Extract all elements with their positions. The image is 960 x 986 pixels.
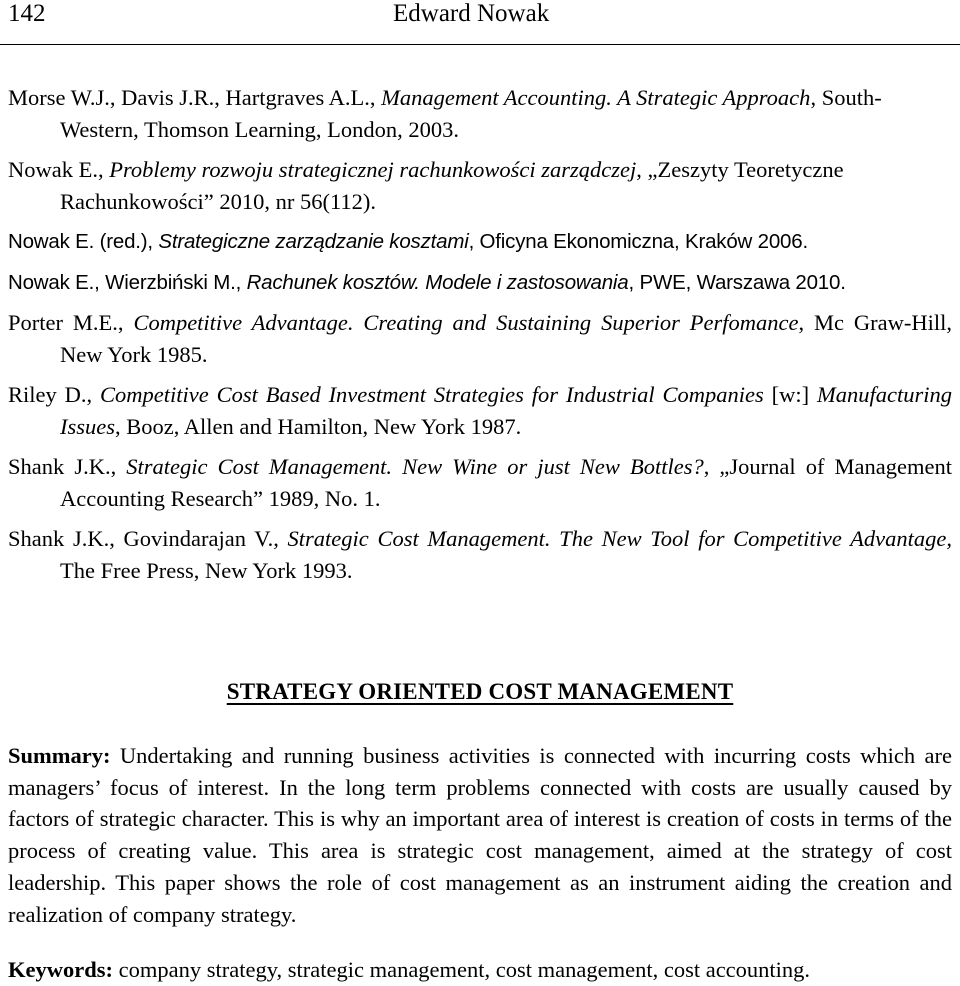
reference-item: Nowak E. (red.), Strategiczne zarządzanie kosztami, Oficyna Ekonomiczna, Kraków 2006. xyxy=(8,230,808,253)
page-number: 142 xyxy=(8,0,46,27)
reference-item: Riley D., Competitive Cost Based Investment Strategies for Industrial Companies [w:] Manufacturing Issues, Booz, Allen and Hamilton, New York 1987. xyxy=(8,382,952,439)
reference-item: Nowak E., Wierzbiński M., Rachunek kosztów. Modele i zastosowania, PWE, Warszawa 2010. xyxy=(8,270,846,294)
reference-item: Morse W.J., Davis J.R., Hartgraves A.L., Management Accounting. A Strategic Approach, South-Western, Thomson Learning, London, 2003. xyxy=(8,85,882,142)
references-list xyxy=(8,82,952,595)
summary-text: Undertaking and running business activities is connected with incurring costs which are managers’ focus of interest. In the long term problems connected with costs are usually caused by factors of strategic character. This is why an important area of interest is creation of costs in terms of the process of creating value. This area is strategic cost management, aimed at the strategy of cost leadership. This paper shows the role of cost management as an instrument aiding the creation and realization of company strategy. xyxy=(8,743,952,927)
page-header xyxy=(0,0,960,45)
abstract-summary xyxy=(8,740,952,930)
reference-item: Nowak E., Problemy rozwoju strategicznej rachunkowości zarządczej, „Zeszyty Teoretyczne Rachunkowości” 2010, nr 56(112). xyxy=(8,157,844,214)
reference-item: Porter M.E., Competitive Advantage. Creating and Sustaining Superior Perfomance, Mc Graw-Hill, New York 1985. xyxy=(8,310,952,367)
keywords-label: Keywords: xyxy=(8,957,113,982)
reference-item: Shank J.K., Strategic Cost Management. New Wine or just New Bottles?, „Journal of Management Accounting Research” 1989, No. 1. xyxy=(8,454,952,511)
abstract-title: STRATEGY ORIENTED COST MANAGEMENT xyxy=(226,679,734,704)
keywords-text: company strategy, strategic management, cost management, cost accounting. xyxy=(113,957,811,982)
summary-label: Summary: xyxy=(8,743,111,768)
keywords xyxy=(8,954,952,985)
reference-item: Shank J.K., Govindarajan V., Strategic Cost Management. The New Tool for Competitive Advantage, The Free Press, New York 1993. xyxy=(8,526,952,583)
running-head: Edward Nowak xyxy=(393,0,550,27)
